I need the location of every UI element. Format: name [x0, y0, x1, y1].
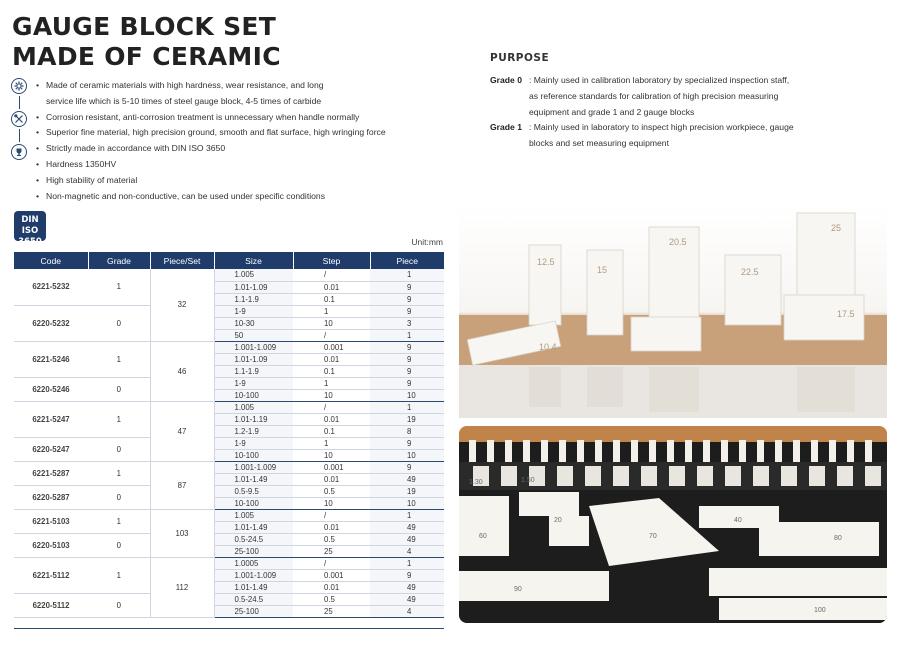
step-cell: /	[293, 557, 370, 569]
code-cell: 6220-5112	[14, 593, 88, 617]
step-cell: 0.1	[293, 365, 370, 377]
piece-cell: 1	[370, 269, 444, 281]
code-cell: 6221-5246	[14, 341, 88, 377]
piece-cell: 4	[370, 605, 444, 617]
piece-cell: 9	[370, 569, 444, 581]
piece-cell: 49	[370, 581, 444, 593]
piece-cell: 1	[370, 557, 444, 569]
photo1-label: 10.4	[539, 342, 557, 352]
header-piece: Piece	[370, 252, 444, 269]
table-row	[14, 269, 444, 281]
photo1-label: 17.5	[837, 309, 855, 319]
grade-cell: 1	[88, 461, 150, 485]
photo2-label: 80	[834, 535, 842, 542]
piece-cell: 9	[370, 437, 444, 449]
photo2-label: 100	[814, 607, 826, 614]
header-code: Code	[14, 252, 88, 269]
step-cell: 1	[293, 305, 370, 317]
size-cell: 1.001-1.009	[214, 569, 293, 581]
size-cell: 1.01-1.49	[214, 581, 293, 593]
size-cell: 1.1-1.9	[214, 293, 293, 305]
piece-cell: 9	[370, 461, 444, 473]
table-row	[14, 557, 444, 569]
grade-cell: 0	[88, 485, 150, 509]
code-cell: 6220-5247	[14, 437, 88, 461]
piece-cell: 1	[370, 329, 444, 341]
piece-cell: 10	[370, 389, 444, 401]
piece-set-cell: 32	[150, 269, 214, 341]
table-row	[14, 593, 444, 605]
code-cell: 6221-5103	[14, 509, 88, 533]
piece-cell: 19	[370, 413, 444, 425]
size-cell: 10-100	[214, 497, 293, 509]
size-cell: 1.0005	[214, 557, 293, 569]
feature-item: • Strictly made in accordance with DIN ISO 3650	[36, 141, 456, 157]
table-row	[14, 341, 444, 353]
piece-cell: 9	[370, 353, 444, 365]
grade-0-text-2: as reference standards for calibration of high precision measuring	[529, 90, 779, 101]
grade-cell: 0	[88, 305, 150, 341]
feature-item	[36, 78, 456, 110]
photo2-label: 90	[514, 586, 522, 593]
photo1-label: 15	[597, 265, 608, 275]
piece-cell: 9	[370, 365, 444, 377]
grade-cell: 1	[88, 509, 150, 533]
size-cell: 1-9	[214, 305, 293, 317]
grade-cell: 1	[88, 341, 150, 377]
photo1-label: 25	[831, 223, 842, 233]
step-cell: 0.01	[293, 413, 370, 425]
code-cell: 6220-5287	[14, 485, 88, 509]
size-cell: 1.005	[214, 269, 293, 281]
size-cell: 1.01-1.49	[214, 473, 293, 485]
piece-cell: 10	[370, 449, 444, 461]
gear-icon	[11, 78, 27, 94]
piece-cell: 10	[370, 497, 444, 509]
size-cell: 1.001-1.009	[214, 341, 293, 353]
piece-cell: 49	[370, 533, 444, 545]
step-cell: 0.01	[293, 581, 370, 593]
header-step: Step	[293, 252, 370, 269]
purpose-grade-0	[490, 73, 830, 120]
piece-cell: 9	[370, 377, 444, 389]
step-cell: 1	[293, 377, 370, 389]
step-cell: 1	[293, 437, 370, 449]
photo2-label: 1.50	[521, 477, 535, 484]
icon-connector	[19, 96, 20, 109]
tools-icon	[11, 111, 27, 127]
size-cell: 1.001-1.009	[214, 461, 293, 473]
step-cell: 25	[293, 545, 370, 557]
step-cell: 0.5	[293, 533, 370, 545]
code-cell: 6221-5112	[14, 557, 88, 593]
step-cell: 0.01	[293, 521, 370, 533]
step-cell: 10	[293, 497, 370, 509]
table-row	[14, 437, 444, 449]
size-cell: 0.5-9.5	[214, 485, 293, 497]
step-cell: 10	[293, 389, 370, 401]
table-row	[14, 305, 444, 317]
feature-list	[36, 78, 456, 204]
piece-set-cell: 47	[150, 401, 214, 461]
feature-text: Made of ceramic materials with high hardness, wear resistance, and long	[46, 80, 324, 90]
page-title	[12, 12, 281, 72]
step-cell: 10	[293, 449, 370, 461]
code-cell: 6221-5287	[14, 461, 88, 485]
code-cell: 6221-5232	[14, 269, 88, 305]
size-cell: 25-100	[214, 605, 293, 617]
step-cell: 0.001	[293, 341, 370, 353]
grade-cell: 0	[88, 593, 150, 617]
grade-0-text-3: equipment and grade 1 and 2 gauge blocks	[529, 106, 695, 117]
grade-cell: 0	[88, 533, 150, 557]
piece-cell: 8	[370, 425, 444, 437]
ceramic-blocks-photo	[459, 205, 887, 418]
piece-cell: 4	[370, 545, 444, 557]
photo2-label: 1.30	[469, 479, 483, 486]
step-cell: 0.001	[293, 569, 370, 581]
step-cell: 0.001	[293, 461, 370, 473]
step-cell: /	[293, 401, 370, 413]
feature-item: • Superior fine material, high precision ground, smooth and flat surface, high wringing force	[36, 125, 456, 141]
footer-divider	[14, 628, 444, 629]
trophy-icon	[11, 144, 27, 160]
badge-line-2: 3650	[18, 237, 42, 247]
photo2-label: 60	[479, 533, 487, 540]
photo2-label: 70	[649, 533, 657, 540]
step-cell: 0.01	[293, 473, 370, 485]
size-cell: 1.2-1.9	[214, 425, 293, 437]
grade-cell: 0	[88, 377, 150, 401]
code-cell: 6221-5247	[14, 401, 88, 437]
piece-set-cell: 87	[150, 461, 214, 509]
size-cell: 1.005	[214, 401, 293, 413]
table-row	[14, 509, 444, 521]
step-cell: /	[293, 329, 370, 341]
feature-item: • High stability of material	[36, 173, 456, 189]
step-cell: 10	[293, 317, 370, 329]
piece-cell: 3	[370, 317, 444, 329]
piece-cell: 9	[370, 281, 444, 293]
step-cell: 0.5	[293, 593, 370, 605]
header-grade: Grade	[88, 252, 150, 269]
header-piece-set: Piece/Set	[150, 252, 214, 269]
photo2-label: 40	[734, 517, 742, 524]
grade-cell: 1	[88, 269, 150, 305]
step-cell: 0.5	[293, 485, 370, 497]
size-cell: 10-100	[214, 389, 293, 401]
step-cell: 0.01	[293, 281, 370, 293]
title-line-2: MADE OF CERAMIC	[12, 42, 281, 71]
piece-cell: 49	[370, 521, 444, 533]
photo2-label: 20	[554, 517, 562, 524]
purpose-heading: PURPOSE	[490, 52, 550, 64]
photo1-label: 20.5	[669, 237, 687, 247]
gauge-set-box-photo	[459, 426, 887, 623]
size-cell: 25-100	[214, 545, 293, 557]
feature-text-cont: service life which is 5-10 times of steel gauge block, 4-5 times of carbide	[46, 95, 322, 106]
feature-item: • Corrosion resistant, anti-corrosion treatment is unnecessary when handle normally	[36, 110, 456, 126]
size-cell: 1-9	[214, 437, 293, 449]
table-row	[14, 377, 444, 389]
grade-0-text: : Mainly used in calibration laboratory by specialized inspection staff,	[529, 75, 790, 85]
size-cell: 1.01-1.09	[214, 281, 293, 293]
table-header-row	[14, 252, 444, 269]
step-cell: 25	[293, 605, 370, 617]
icon-connector	[19, 129, 20, 142]
table-row	[14, 401, 444, 413]
din-iso-badge	[14, 211, 46, 247]
unit-label: Unit:mm	[411, 237, 443, 247]
piece-cell: 9	[370, 341, 444, 353]
step-cell: 0.01	[293, 353, 370, 365]
size-cell: 10-30	[214, 317, 293, 329]
feature-item: • Hardness 1350HV	[36, 157, 456, 173]
piece-set-cell: 46	[150, 341, 214, 401]
code-cell: 6220-5232	[14, 305, 88, 341]
spec-table	[14, 252, 444, 618]
grade-cell: 1	[88, 557, 150, 593]
size-cell: 0.5-24.5	[214, 533, 293, 545]
size-cell: 1.005	[214, 509, 293, 521]
size-cell: 1.01-1.19	[214, 413, 293, 425]
piece-cell: 19	[370, 485, 444, 497]
grade-0-label: Grade 0	[490, 75, 523, 85]
size-cell: 1.01-1.09	[214, 353, 293, 365]
table-row	[14, 533, 444, 545]
photo1-label: 12.5	[537, 257, 555, 267]
grade-1-text-2: blocks and set measuring equipment	[529, 138, 669, 149]
feature-icon-column	[11, 78, 27, 160]
title-line-1: GAUGE BLOCK SET	[12, 12, 277, 41]
piece-set-cell: 112	[150, 557, 214, 617]
purpose-text	[490, 73, 830, 152]
size-cell: 50	[214, 329, 293, 341]
size-cell: 10-100	[214, 449, 293, 461]
size-cell: 0.5-24.5	[214, 593, 293, 605]
piece-cell: 9	[370, 293, 444, 305]
piece-cell: 1	[370, 401, 444, 413]
step-cell: /	[293, 509, 370, 521]
grade-1-label: Grade 1	[490, 122, 523, 133]
piece-cell: 9	[370, 305, 444, 317]
step-cell: 0.1	[293, 293, 370, 305]
grade-cell: 0	[88, 437, 150, 461]
purpose-grade-1	[490, 120, 830, 152]
size-cell: 1-9	[214, 377, 293, 389]
code-cell: 6220-5246	[14, 377, 88, 401]
table-row	[14, 485, 444, 497]
step-cell: 0.1	[293, 425, 370, 437]
piece-cell: 49	[370, 473, 444, 485]
piece-set-cell: 103	[150, 509, 214, 557]
badge-line-1: DIN ISO	[21, 215, 39, 236]
size-cell: 1.1-1.9	[214, 365, 293, 377]
piece-cell: 1	[370, 509, 444, 521]
grade-1-text: : Mainly used in laboratory to inspect high precision workpiece, gauge	[529, 122, 794, 133]
photo1-label: 22.5	[741, 267, 759, 277]
feature-item: • Non-magnetic and non-conductive, can be used under specific conditions	[36, 189, 456, 205]
grade-cell: 1	[88, 401, 150, 437]
step-cell: /	[293, 269, 370, 281]
table-row	[14, 461, 444, 473]
piece-cell: 49	[370, 593, 444, 605]
size-cell: 1.01-1.49	[214, 521, 293, 533]
table-body	[14, 269, 444, 617]
code-cell: 6220-5103	[14, 533, 88, 557]
header-size: Size	[214, 252, 293, 269]
